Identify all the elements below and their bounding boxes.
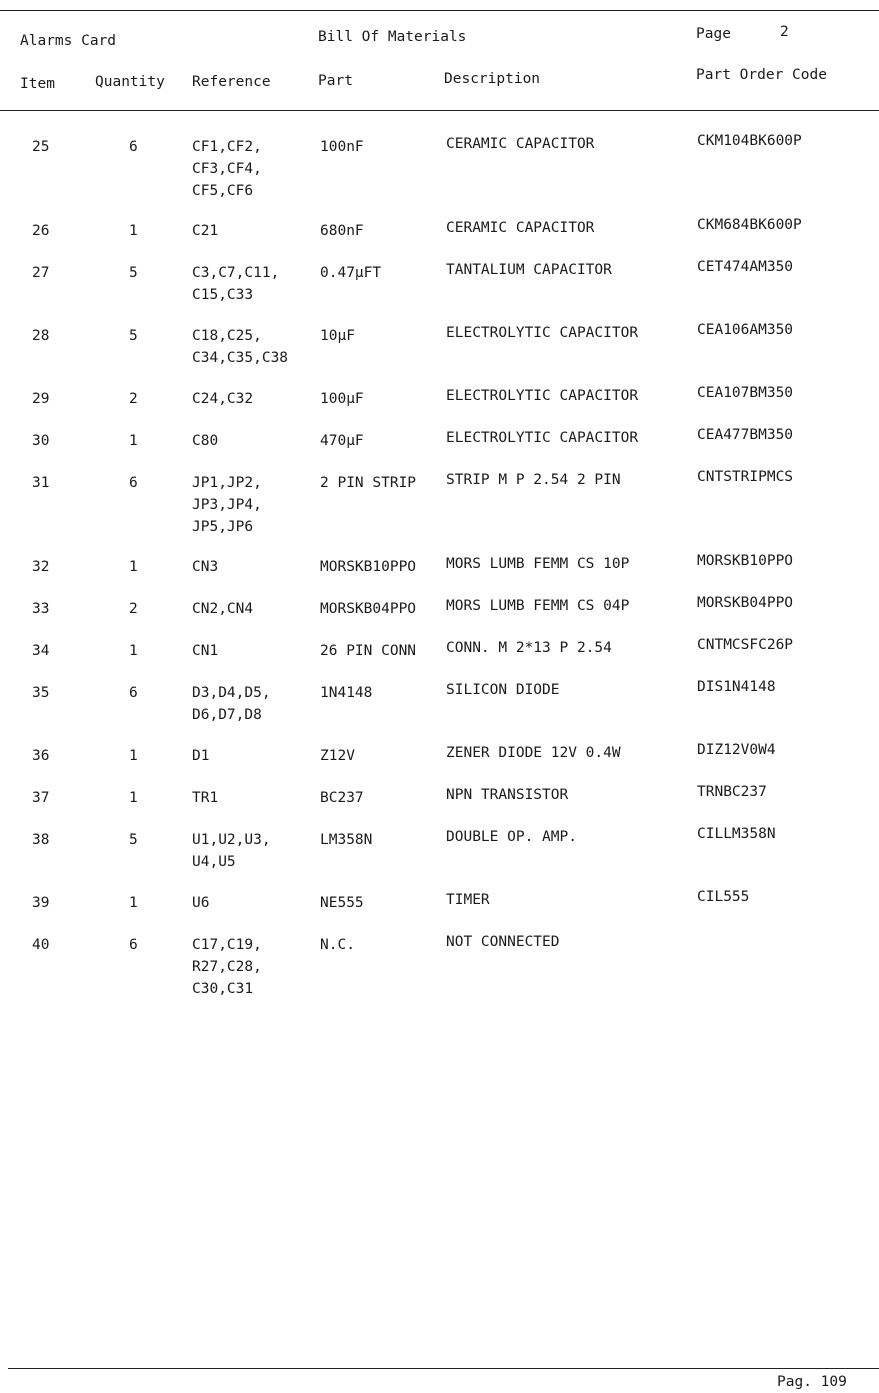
cell-order-code: MORSKB10PPO (697, 553, 794, 569)
cell-item: 31 (32, 475, 50, 491)
cell-item: 29 (32, 391, 50, 407)
cell-item: 32 (32, 559, 50, 575)
cell-description: DOUBLE OP. AMP. (446, 829, 577, 845)
cell-part: 1N4148 (320, 685, 373, 701)
cell-reference: C24,C32 (192, 391, 254, 407)
cell-quantity: 5 (129, 265, 138, 281)
cell-description: SILICON DIODE (446, 682, 560, 698)
cell-description: MORS LUMB FEMM CS 04P (446, 598, 630, 614)
cell-reference: C18,C25, C34,C35,C38 (192, 328, 289, 366)
cell-item: 39 (32, 895, 50, 911)
cell-reference: TR1 (192, 790, 219, 806)
cell-part: MORSKB10PPO (320, 559, 417, 575)
cell-part: 0.47µFT (320, 265, 382, 281)
cell-reference: CN2,CN4 (192, 601, 254, 617)
cell-item: 37 (32, 790, 50, 806)
cell-order-code: TRNBC237 (697, 784, 767, 800)
cell-item: 33 (32, 601, 50, 617)
cell-part: LM358N (320, 832, 373, 848)
cell-item: 26 (32, 223, 50, 239)
cell-item: 35 (32, 685, 50, 701)
cell-quantity: 1 (129, 895, 138, 911)
cell-order-code: CEA106AM350 (697, 322, 794, 338)
top-rule (0, 10, 879, 11)
cell-item: 25 (32, 139, 50, 155)
cell-order-code: CKM684BK600P (697, 217, 802, 233)
cell-part: MORSKB04PPO (320, 601, 417, 617)
cell-order-code: DIS1N4148 (697, 679, 776, 695)
cell-item: 30 (32, 433, 50, 449)
page-label: Page (696, 26, 731, 42)
column-header-reference: Reference (192, 74, 271, 90)
cell-quantity: 6 (129, 685, 138, 701)
cell-part: N.C. (320, 937, 355, 953)
cell-item: 36 (32, 748, 50, 764)
cell-quantity: 2 (129, 391, 138, 407)
footer-page-number: Pag. 109 (777, 1374, 847, 1390)
cell-part: 680nF (320, 223, 364, 239)
cell-quantity: 6 (129, 937, 138, 953)
cell-item: 34 (32, 643, 50, 659)
column-header-item: Item (20, 76, 55, 92)
cell-quantity: 1 (129, 559, 138, 575)
column-header-order-code: Part Order Code (696, 67, 827, 83)
cell-order-code: CILLM358N (697, 826, 776, 842)
cell-reference: CF1,CF2, CF3,CF4, CF5,CF6 (192, 139, 262, 199)
cell-order-code: CKM104BK600P (697, 133, 802, 149)
cell-reference: D3,D4,D5, D6,D7,D8 (192, 685, 271, 723)
cell-part: 2 PIN STRIP (320, 475, 417, 491)
cell-description: ELECTROLYTIC CAPACITOR (446, 430, 639, 446)
cell-reference: JP1,JP2, JP3,JP4, JP5,JP6 (192, 475, 262, 535)
card-title: Alarms Card (20, 33, 117, 49)
cell-part: 470µF (320, 433, 364, 449)
cell-order-code: DIZ12V0W4 (697, 742, 776, 758)
cell-order-code: CEA107BM350 (697, 385, 794, 401)
cell-quantity: 2 (129, 601, 138, 617)
cell-order-code: CNTMCSFC26P (697, 637, 794, 653)
cell-quantity: 5 (129, 832, 138, 848)
cell-quantity: 1 (129, 223, 138, 239)
cell-quantity: 6 (129, 475, 138, 491)
cell-part: NE555 (320, 895, 364, 911)
cell-quantity: 1 (129, 748, 138, 764)
cell-reference: D1 (192, 748, 210, 764)
cell-reference: CN3 (192, 559, 219, 575)
cell-description: MORS LUMB FEMM CS 10P (446, 556, 630, 572)
column-header-part: Part (318, 73, 353, 89)
column-header-description: Description (444, 71, 541, 87)
cell-reference: C21 (192, 223, 219, 239)
cell-order-code: CIL555 (697, 889, 750, 905)
cell-description: NPN TRANSISTOR (446, 787, 569, 803)
cell-description: CERAMIC CAPACITOR (446, 136, 595, 152)
document-title: Bill Of Materials (318, 29, 467, 45)
cell-description: TANTALIUM CAPACITOR (446, 262, 612, 278)
header-rule (0, 110, 879, 111)
cell-quantity: 1 (129, 643, 138, 659)
cell-description: CERAMIC CAPACITOR (446, 220, 595, 236)
cell-quantity: 1 (129, 433, 138, 449)
cell-quantity: 1 (129, 790, 138, 806)
cell-order-code: CEA477BM350 (697, 427, 794, 443)
cell-description: CONN. M 2*13 P 2.54 (446, 640, 612, 656)
cell-item: 27 (32, 265, 50, 281)
cell-part: 100µF (320, 391, 364, 407)
cell-quantity: 6 (129, 139, 138, 155)
cell-reference: C3,C7,C11, C15,C33 (192, 265, 280, 303)
cell-reference: U6 (192, 895, 210, 911)
cell-description: STRIP M P 2.54 2 PIN (446, 472, 621, 488)
cell-order-code: CNTSTRIPMCS (697, 469, 794, 485)
page-number: 2 (780, 24, 789, 40)
footer-rule (8, 1368, 879, 1369)
cell-part: Z12V (320, 748, 355, 764)
cell-item: 38 (32, 832, 50, 848)
cell-quantity: 5 (129, 328, 138, 344)
cell-part: 10µF (320, 328, 355, 344)
cell-description: ZENER DIODE 12V 0.4W (446, 745, 621, 761)
cell-description: ELECTROLYTIC CAPACITOR (446, 325, 639, 341)
cell-reference: U1,U2,U3, U4,U5 (192, 832, 271, 870)
cell-description: TIMER (446, 892, 490, 908)
cell-description: NOT CONNECTED (446, 934, 560, 950)
cell-part: 26 PIN CONN (320, 643, 417, 659)
cell-reference: C80 (192, 433, 219, 449)
cell-order-code: MORSKB04PPO (697, 595, 794, 611)
column-header-quantity: Quantity (95, 74, 165, 90)
cell-part: 100nF (320, 139, 364, 155)
cell-item: 28 (32, 328, 50, 344)
cell-order-code: CET474AM350 (697, 259, 794, 275)
cell-reference: C17,C19, R27,C28, C30,C31 (192, 937, 262, 997)
cell-reference: CN1 (192, 643, 219, 659)
cell-description: ELECTROLYTIC CAPACITOR (446, 388, 639, 404)
cell-item: 40 (32, 937, 50, 953)
cell-part: BC237 (320, 790, 364, 806)
